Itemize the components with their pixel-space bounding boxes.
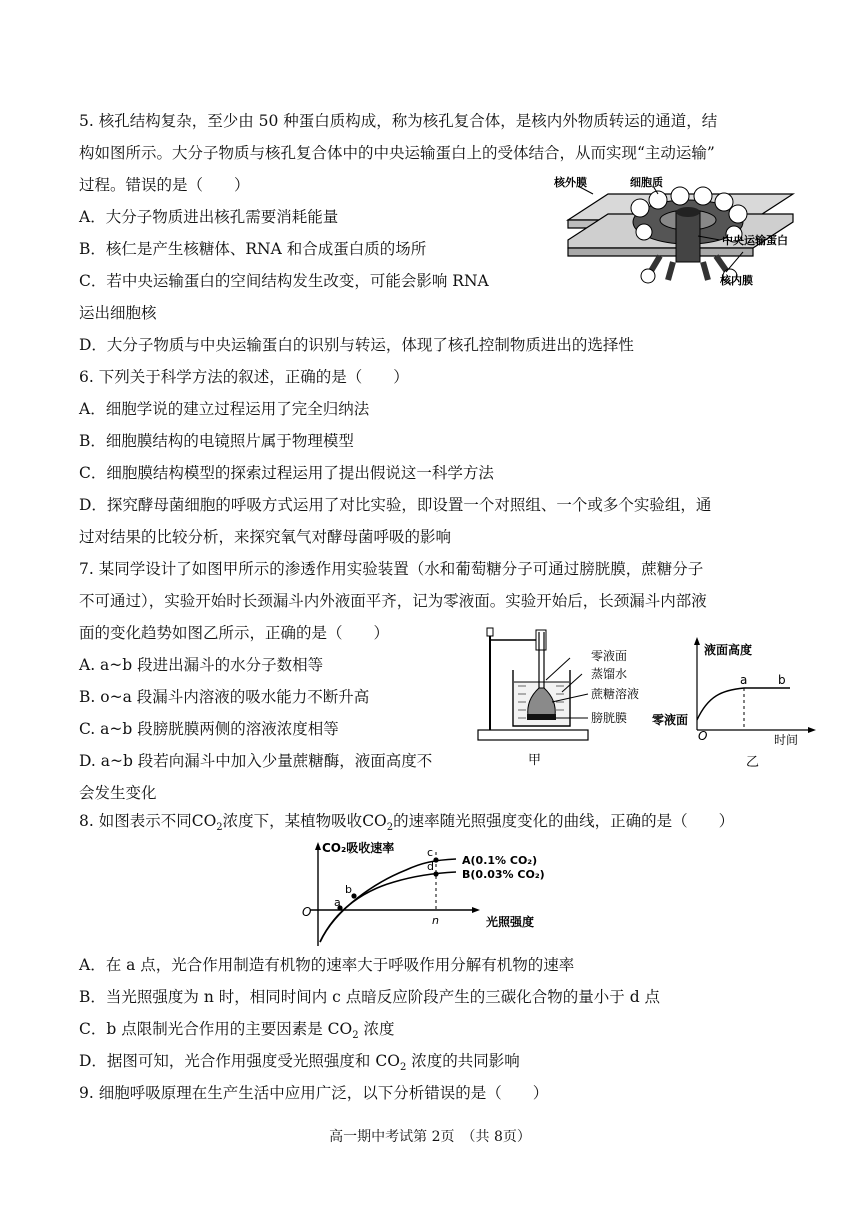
q5-option-b: B．核仁是产生核糖体、RNA 和合成蛋白质的场所 (79, 240, 427, 258)
label-bladder-membrane: 膀胱膜 (591, 711, 628, 725)
q5-option-c-line1: C．若中央运输蛋白的空间结构发生改变，可能会影响 RNA (79, 272, 489, 290)
q7-option-d-line2: 会发生变化 (79, 784, 157, 802)
q7-stem-line1: 7. 某同学设计了如图甲所示的渗透作用实验装置（水和葡萄糖分子可通过膀胱膜，蔗糖分子 (79, 560, 704, 578)
liquid-level-graph-yi (650, 634, 825, 774)
q7-option-a: A. a~b 段进出漏斗的水分子数相等 (79, 656, 324, 674)
yi-ylabel: 液面高度 (704, 643, 753, 657)
q5-stem-line3: 过程。错误的是（ ） (79, 176, 250, 194)
graph-n: n (432, 914, 439, 927)
q7-stem-line3: 面的变化趋势如图乙所示，正确的是（ ） (79, 624, 390, 642)
q5-stem-line1: 5. 核孔结构复杂，至少由 50 种蛋白质构成，称为核孔复合体，是核内外物质转运的通道，结 (79, 112, 718, 130)
q6-option-d-line2: 过对结果的比较分析，来探究氧气对酵母菌呼吸的影响 (79, 528, 452, 546)
nuclear-pore-figure (548, 172, 818, 290)
yi-xlabel: 时间 (774, 733, 799, 747)
graph-ylabel: CO₂吸收速率 (322, 841, 395, 855)
q7-option-c: C. a~b 段膀胱膜两侧的溶液浓度相等 (79, 720, 339, 738)
q5-option-a: A．大分子物质进出核孔需要消耗能量 (79, 208, 339, 226)
caption-yi: 乙 (746, 755, 760, 770)
q8-option-d: D．据图可知，光合作用强度受光照强度和 $CO_2$ 浓度的共同影响 (79, 1052, 520, 1074)
point-d: d (427, 860, 434, 873)
graph-origin: O (302, 905, 312, 919)
co2-absorption-rate-graph (296, 838, 586, 950)
q6-option-b: B．细胞膜结构的电镜照片属于物理模型 (79, 432, 354, 450)
point-b: b (345, 883, 352, 896)
q7-option-d-line1: D. a~b 段若向漏斗中加入少量蔗糖酶，液面高度不 (79, 752, 433, 770)
caption-jia: 甲 (528, 753, 542, 768)
page-footer: 高一期中考试第 2页 （共 8页） (329, 1129, 531, 1145)
osmosis-apparatus-figure-jia (470, 622, 670, 772)
q5-stem-line2: 构如图所示。大分子物质与核孔复合体中的中央运输蛋白上的受体结合，从而实现“主动运输” (79, 144, 715, 162)
label-zero-level: 零液面 (591, 649, 628, 663)
q8-option-c: C．b 点限制光合作用的主要因素是 $CO_2$ 浓度 (79, 1020, 395, 1042)
q5-option-c-line2: 运出细胞核 (79, 304, 157, 322)
q5-option-d: D．大分子物质与中央运输蛋白的识别与转运，体现了核孔控制物质进出的选择性 (79, 336, 634, 354)
label-outer-membrane: 核外膜 (554, 176, 587, 189)
q8-option-a: A．在 a 点，光合作用制造有机物的速率大于呼吸作用分解有机物的速率 (79, 956, 575, 974)
point-a: a (334, 896, 341, 909)
q9-stem: 9. 细胞呼吸原理在生产生活中应用广泛，以下分析错误的是（ ） (79, 1084, 549, 1102)
q8-option-b: B．当光照强度为 n 时，相同时间内 c 点暗反应阶段产生的三碳化合物的量小于 d 点 (79, 988, 661, 1006)
q7-option-b: B. o~a 段漏斗内溶液的吸水能力不断升高 (79, 688, 370, 706)
q6-option-a: A．细胞学说的建立过程运用了完全归纳法 (79, 400, 370, 418)
q7-stem-line2: 不可通过），实验开始时长颈漏斗内外液面平齐，记为零液面。实验开始后，长颈漏斗内部液 (79, 592, 707, 610)
q6-option-c: C．细胞膜结构模型的探索过程运用了提出假说这一科学方法 (79, 464, 494, 482)
label-cytoplasm: 细胞质 (630, 176, 663, 189)
q8-stem: 8. 如图表示不同$CO_2$浓度下，某植物吸收$CO_2$的速率随光照强度变化的曲线，正确的是（ ） (79, 812, 735, 834)
yi-origin: O (698, 729, 708, 743)
label-inner-membrane: 核内膜 (720, 274, 753, 287)
graph-xlabel: 光照强度 (486, 915, 535, 929)
curve-b-label: B(0.03% CO₂) (462, 868, 545, 881)
q6-stem: 6. 下列关于科学方法的叙述，正确的是（ ） (79, 368, 409, 386)
label-distilled-water: 蒸馏水 (591, 667, 628, 681)
yi-zero-level: 零液面 (652, 713, 689, 727)
point-c: c (427, 846, 434, 859)
yi-point-a: a (740, 673, 748, 687)
label-sucrose-solution: 蔗糖溶液 (591, 687, 640, 701)
yi-point-b: b (778, 673, 786, 687)
label-central-transport-protein: 中央运输蛋白 (722, 234, 788, 247)
q6-option-d-line1: D．探究酵母菌细胞的呼吸方式运用了对比实验，即设置一个对照组、一个或多个实验组，通 (79, 496, 712, 514)
curve-a-label: A(0.1% CO₂) (462, 854, 538, 867)
